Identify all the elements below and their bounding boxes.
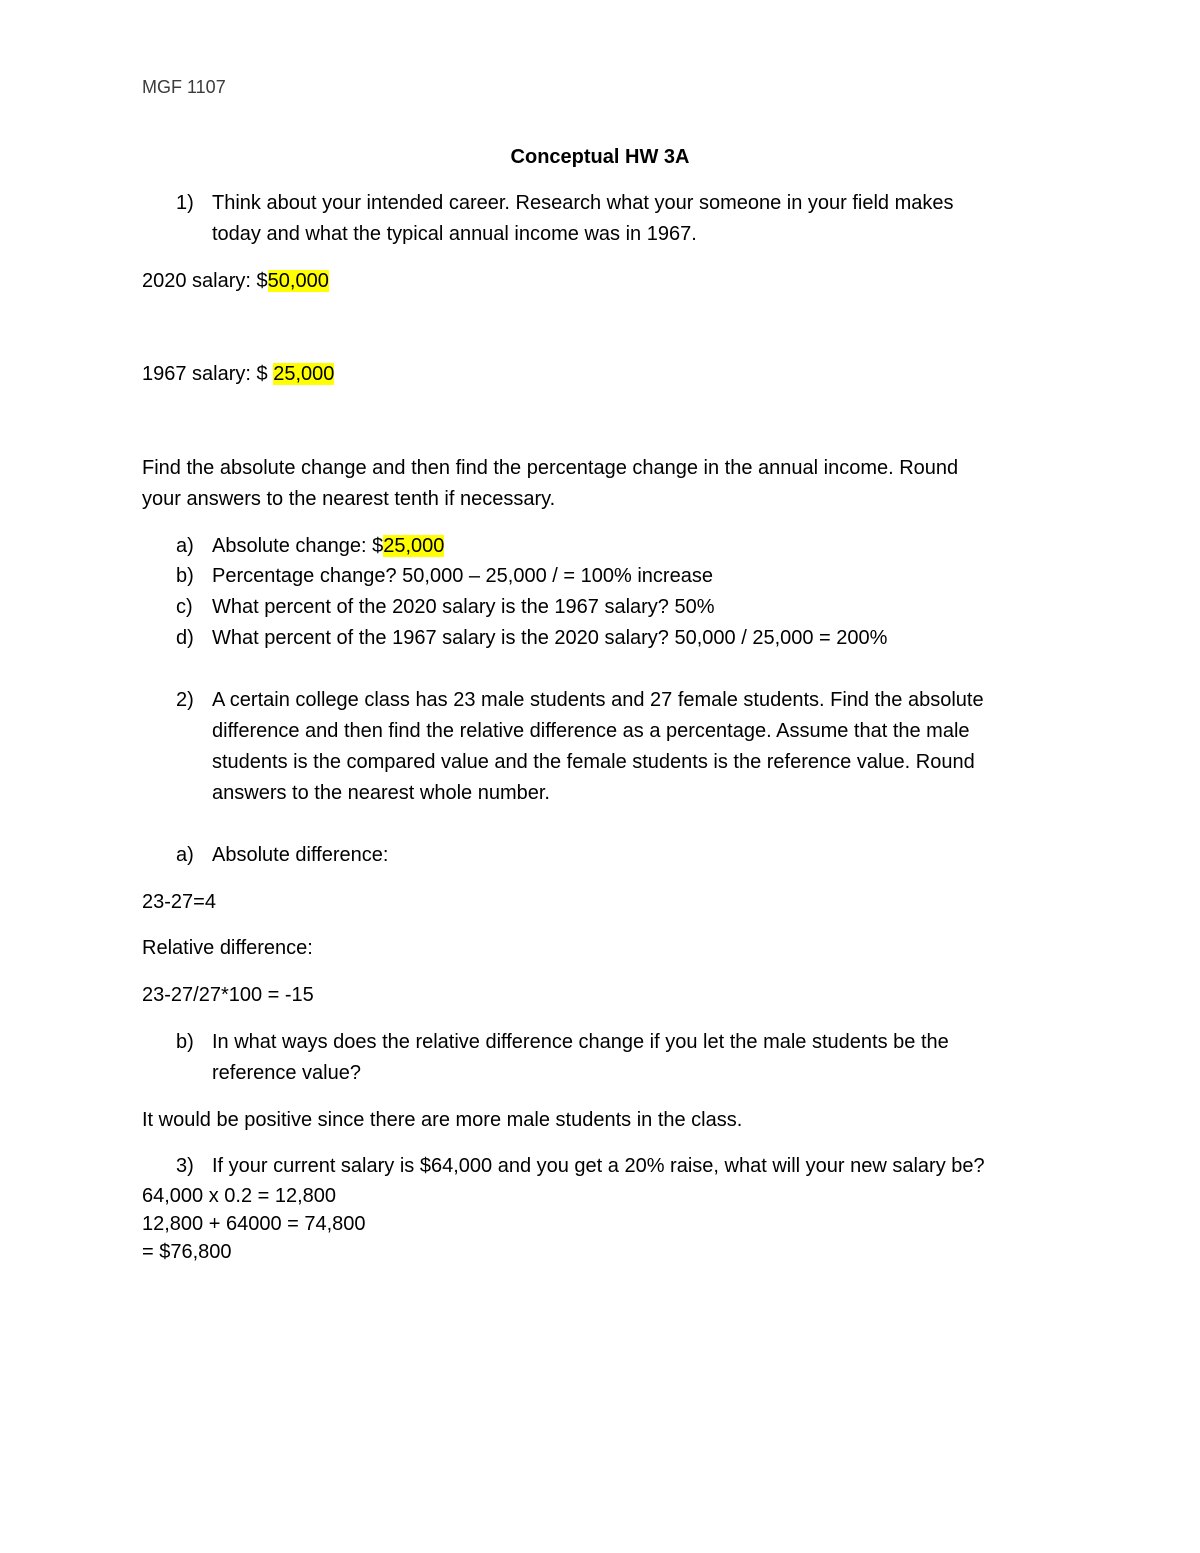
q2-relative-label: Relative difference: bbox=[142, 937, 313, 959]
q1d-text: What percent of the 1967 salary is the 2020 salary? 50,000 / 25,000 = 200% bbox=[212, 627, 888, 649]
q1a-marker: a) bbox=[176, 535, 194, 557]
q2-text-line1: A certain college class has 23 male students and 27 female students. Find the absolute bbox=[212, 689, 984, 711]
q1a-text bbox=[212, 534, 444, 558]
q1-text-line2: today and what the typical annual income was in 1967. bbox=[212, 223, 697, 245]
q2-absolute-answer: 23-27=4 bbox=[142, 891, 216, 913]
salary-2020-value: 50,000 bbox=[267, 270, 329, 292]
q1b-marker: b) bbox=[176, 565, 194, 587]
course-header: MGF 1107 bbox=[142, 77, 226, 97]
q1c-text: What percent of the 2020 salary is the 1967 salary? 50% bbox=[212, 596, 715, 618]
salary-2020-label: 2020 salary: $ bbox=[142, 270, 268, 292]
q1-instruction-line2: your answers to the nearest tenth if necessary. bbox=[142, 488, 556, 510]
q1a-label: Absolute change: $ bbox=[212, 535, 384, 557]
q2-text-line3: students is the compared value and the female students is the reference value. Round bbox=[212, 751, 975, 773]
q3-work-line3: = $76,800 bbox=[142, 1241, 232, 1263]
q3-text: If your current salary is $64,000 and you get a 20% raise, what will your new salary be? bbox=[212, 1155, 985, 1177]
salary-1967-value: 25,000 bbox=[273, 363, 335, 385]
q2-number: 2) bbox=[176, 689, 194, 711]
q1c-marker: c) bbox=[176, 596, 193, 618]
salary-1967 bbox=[142, 362, 334, 386]
q2a-marker: a) bbox=[176, 844, 194, 866]
q2b-marker: b) bbox=[176, 1031, 194, 1053]
q1a-value: 25,000 bbox=[383, 535, 445, 557]
q1-instruction-line1: Find the absolute change and then find the percentage change in the annual income. Round bbox=[142, 457, 959, 479]
q2-text-line2: difference and then find the relative difference as a percentage. Assume that the male bbox=[212, 720, 970, 742]
q3-work-line1: 64,000 x 0.2 = 12,800 bbox=[142, 1185, 337, 1207]
q2a-text: Absolute difference: bbox=[212, 844, 389, 866]
salary-1967-label: 1967 salary: $ bbox=[142, 363, 274, 385]
q3-work-line2: 12,800 + 64000 = 74,800 bbox=[142, 1213, 366, 1235]
q1b-text: Percentage change? 50,000 – 25,000 / = 100% increase bbox=[212, 565, 713, 587]
q1d-marker: d) bbox=[176, 627, 194, 649]
q1-number: 1) bbox=[176, 192, 194, 214]
q1-text-line1: Think about your intended career. Research what your someone in your field makes bbox=[212, 192, 954, 214]
q2b-answer: It would be positive since there are more male students in the class. bbox=[142, 1109, 743, 1131]
q2-text-line4: answers to the nearest whole number. bbox=[212, 782, 550, 804]
q2-relative-answer: 23-27/27*100 = -15 bbox=[142, 984, 314, 1006]
q3-number: 3) bbox=[176, 1155, 194, 1177]
q2b-text-line2: reference value? bbox=[212, 1062, 361, 1084]
page-title: Conceptual HW 3A bbox=[510, 146, 690, 168]
q2b-text-line1: In what ways does the relative difference change if you let the male students be the bbox=[212, 1031, 949, 1053]
salary-2020 bbox=[142, 269, 329, 293]
